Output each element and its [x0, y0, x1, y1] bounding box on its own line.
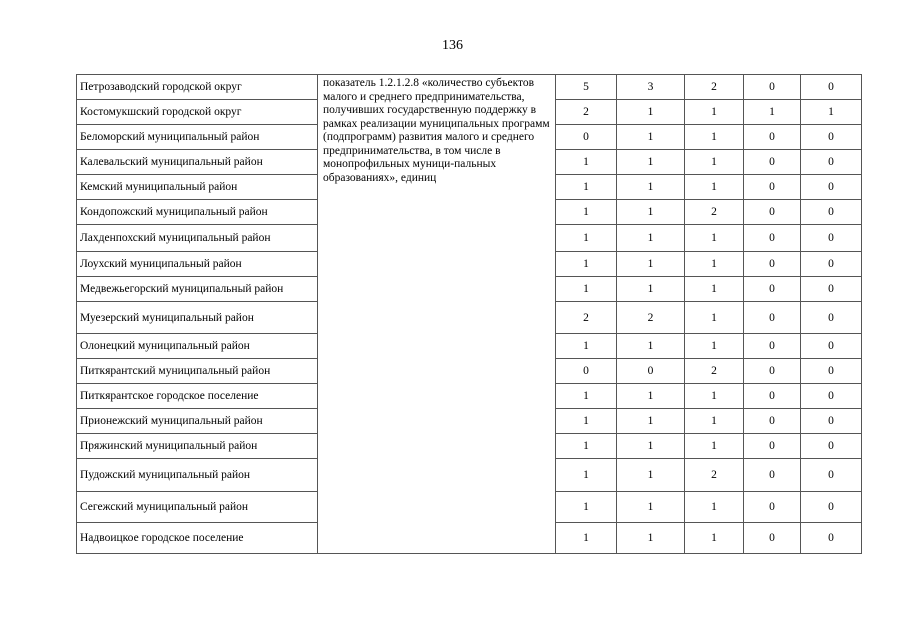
value-cell: 0 — [617, 359, 685, 384]
value-cell: 0 — [801, 302, 862, 334]
value-cell: 0 — [801, 359, 862, 384]
value-cell: 1 — [617, 459, 685, 492]
value-cell: 0 — [801, 75, 862, 100]
value-cell: 2 — [685, 75, 744, 100]
value-cell: 0 — [744, 252, 801, 277]
value-cell: 1 — [685, 252, 744, 277]
value-cell: 0 — [801, 523, 862, 554]
value-cell: 1 — [617, 200, 685, 225]
value-cell: 0 — [801, 434, 862, 459]
value-cell: 1 — [617, 523, 685, 554]
value-cell: 1 — [685, 523, 744, 554]
value-cell: 1 — [685, 302, 744, 334]
value-cell: 1 — [556, 434, 617, 459]
indicator-table — [76, 74, 862, 554]
value-cell: 1 — [617, 175, 685, 200]
value-cell: 1 — [744, 100, 801, 125]
municipality-name: Петрозаводский городской округ — [77, 75, 318, 100]
indicator-description: показатель 1.2.1.2.8 «количество субъектов малого и среднего предпринимательства, получивших государственную поддержку в рамках реализации муниципальных программ (подпрограмм) развития малого и среднего предпринимательства, в том числе в монопрофильных муници-пальных образованиях», единиц — [318, 75, 556, 554]
value-cell: 2 — [685, 459, 744, 492]
value-cell: 0 — [556, 125, 617, 150]
municipality-name: Питкярантский муниципальный район — [77, 359, 318, 384]
value-cell: 0 — [744, 225, 801, 252]
value-cell: 0 — [744, 409, 801, 434]
value-cell: 0 — [801, 125, 862, 150]
value-cell: 0 — [801, 150, 862, 175]
value-cell: 0 — [744, 150, 801, 175]
value-cell: 0 — [744, 175, 801, 200]
value-cell: 1 — [685, 409, 744, 434]
value-cell: 2 — [556, 100, 617, 125]
value-cell: 0 — [801, 252, 862, 277]
municipality-name: Лоухский муниципальный район — [77, 252, 318, 277]
value-cell: 1 — [556, 384, 617, 409]
value-cell: 1 — [617, 100, 685, 125]
value-cell: 0 — [744, 523, 801, 554]
value-cell: 1 — [556, 492, 617, 523]
value-cell: 1 — [556, 200, 617, 225]
value-cell: 1 — [556, 175, 617, 200]
value-cell: 0 — [744, 75, 801, 100]
municipality-name: Медвежьегорский муниципальный район — [77, 277, 318, 302]
value-cell: 1 — [617, 384, 685, 409]
value-cell: 1 — [685, 125, 744, 150]
value-cell: 0 — [744, 359, 801, 384]
value-cell: 2 — [617, 302, 685, 334]
municipality-name: Кондопожский муниципальный район — [77, 200, 318, 225]
municipality-name: Калевальский муниципальный район — [77, 150, 318, 175]
value-cell: 2 — [556, 302, 617, 334]
value-cell: 0 — [744, 492, 801, 523]
municipality-name: Прионежский муниципальный район — [77, 409, 318, 434]
value-cell: 0 — [744, 459, 801, 492]
value-cell: 1 — [685, 277, 744, 302]
value-cell: 1 — [556, 150, 617, 175]
value-cell: 1 — [685, 175, 744, 200]
value-cell: 0 — [744, 200, 801, 225]
table-row — [77, 75, 862, 100]
value-cell: 1 — [556, 334, 617, 359]
value-cell: 1 — [556, 252, 617, 277]
value-cell: 0 — [801, 409, 862, 434]
value-cell: 1 — [685, 100, 744, 125]
value-cell: 1 — [685, 384, 744, 409]
value-cell: 1 — [556, 277, 617, 302]
value-cell: 1 — [617, 125, 685, 150]
municipality-name: Пудожский муниципальный район — [77, 459, 318, 492]
municipality-name: Надвоицкое городское поселение — [77, 523, 318, 554]
value-cell: 1 — [685, 334, 744, 359]
value-cell: 0 — [744, 334, 801, 359]
municipality-name: Костомукшский городской округ — [77, 100, 318, 125]
value-cell: 0 — [801, 459, 862, 492]
municipality-name: Кемский муниципальный район — [77, 175, 318, 200]
value-cell: 0 — [801, 225, 862, 252]
value-cell: 1 — [617, 150, 685, 175]
value-cell: 1 — [556, 225, 617, 252]
value-cell: 1 — [617, 434, 685, 459]
value-cell: 1 — [685, 150, 744, 175]
value-cell: 0 — [801, 384, 862, 409]
value-cell: 0 — [801, 334, 862, 359]
value-cell: 1 — [617, 409, 685, 434]
table-body — [77, 75, 862, 554]
value-cell: 1 — [617, 252, 685, 277]
value-cell: 0 — [801, 492, 862, 523]
value-cell: 0 — [801, 175, 862, 200]
value-cell: 1 — [556, 523, 617, 554]
value-cell: 1 — [617, 277, 685, 302]
value-cell: 5 — [556, 75, 617, 100]
value-cell: 1 — [801, 100, 862, 125]
municipality-name: Муезерский муниципальный район — [77, 302, 318, 334]
municipality-name: Сегежский муниципальный район — [77, 492, 318, 523]
value-cell: 0 — [801, 200, 862, 225]
value-cell: 1 — [685, 492, 744, 523]
value-cell: 2 — [685, 200, 744, 225]
value-cell: 1 — [685, 225, 744, 252]
value-cell: 2 — [685, 359, 744, 384]
municipality-name: Беломорский муниципальный район — [77, 125, 318, 150]
municipality-name: Лахденпохский муниципальный район — [77, 225, 318, 252]
municipality-name: Пряжинский муниципальный район — [77, 434, 318, 459]
value-cell: 1 — [685, 434, 744, 459]
value-cell: 1 — [617, 492, 685, 523]
municipality-name: Олонецкий муниципальный район — [77, 334, 318, 359]
value-cell: 0 — [744, 434, 801, 459]
value-cell: 1 — [556, 409, 617, 434]
value-cell: 1 — [617, 225, 685, 252]
value-cell: 3 — [617, 75, 685, 100]
value-cell: 0 — [744, 384, 801, 409]
value-cell: 1 — [556, 459, 617, 492]
value-cell: 0 — [801, 277, 862, 302]
municipality-name: Питкярантское городское поселение — [77, 384, 318, 409]
value-cell: 0 — [744, 125, 801, 150]
value-cell: 1 — [617, 334, 685, 359]
page-number: 136 — [442, 38, 463, 53]
value-cell: 0 — [744, 302, 801, 334]
value-cell: 0 — [556, 359, 617, 384]
value-cell: 0 — [744, 277, 801, 302]
